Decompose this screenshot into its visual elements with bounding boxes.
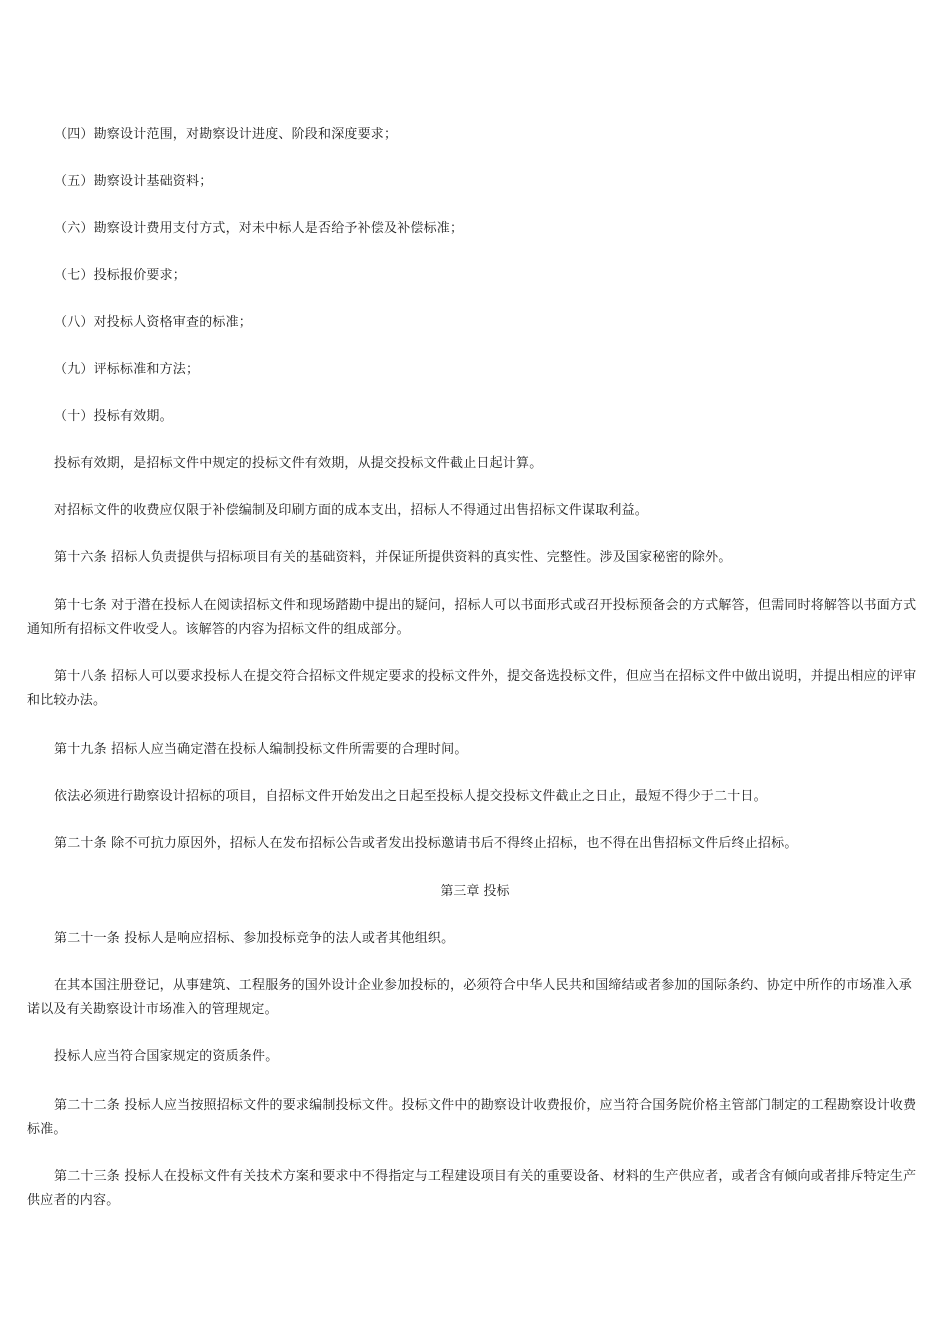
paragraph-foreign-enterprises: 在其本国注册登记，从事建筑、工程服务的国外设计企业参加投标的，必须符合中华人民共和国缔结或者参加的国际条约、协定中所作的市场准入承诺以及有关勘察设计市场准入的管理规定。 — [27, 978, 913, 1017]
list-item-8: （八）对投标人资格审查的标准； — [54, 315, 253, 330]
article-20: 第二十条 除不可抗力原因外，招标人在发布招标公告或者发出投标邀请书后不得终止招标，也不得在出售招标文件后终止招标。 — [54, 836, 798, 851]
paragraph-fee-limit: 对招标文件的收费应仅限于补偿编制及印刷方面的成本支出，招标人不得通过出售招标文件谋取利益。 — [54, 503, 649, 518]
paragraph-qualification: 投标人应当符合国家规定的资质条件。 — [54, 1049, 279, 1064]
list-item-10: （十）投标有效期。 — [54, 409, 173, 424]
article-16: 第十六条 招标人负责提供与招标项目有关的基础资料，并保证所提供资料的真实性、完整性。涉及国家秘密的除外。 — [54, 550, 732, 565]
article-18: 第十八条 招标人可以要求投标人在提交符合招标文件规定要求的投标文件外，提交备选投标文件，但应当在招标文件中做出说明，并提出相应的评审和比较办法。 — [27, 669, 917, 708]
list-item-5: （五）勘察设计基础资料； — [54, 174, 213, 189]
chapter-heading: 第三章 投标 — [440, 884, 510, 899]
article-17: 第十七条 对于潜在投标人在阅读招标文件和现场踏勘中提出的疑问，招标人可以书面形式或召开投标预备会的方式解答，但需同时将解答以书面方式通知所有招标文件收受人。该解答的内容为招标文件的组成部分。 — [27, 598, 917, 637]
list-item-4: （四）勘察设计范围，对勘察设计进度、阶段和深度要求； — [54, 127, 398, 142]
article-22: 第二十二条 投标人应当按照招标文件的要求编制投标文件。投标文件中的勘察设计收费报价，应当符合国务院价格主管部门制定的工程勘察设计收费标准。 — [27, 1098, 917, 1137]
list-item-6: （六）勘察设计费用支付方式，对未中标人是否给予补偿及补偿标准； — [54, 221, 464, 236]
article-19: 第十九条 招标人应当确定潜在投标人编制投标文件所需要的合理时间。 — [54, 742, 468, 757]
paragraph-validity-period: 投标有效期，是招标文件中规定的投标文件有效期，从提交投标文件截止日起计算。 — [54, 456, 543, 471]
article-23: 第二十三条 投标人在投标文件有关技术方案和要求中不得指定与工程建设项目有关的重要设备、材料的生产供应者，或者含有倾向或者排斥特定生产供应者的内容。 — [27, 1169, 917, 1208]
paragraph-minimum-period: 依法必须进行勘察设计招标的项目，自招标文件开始发出之日起至投标人提交投标文件截止之日止，最短不得少于二十日。 — [54, 789, 767, 804]
list-item-7: （七）投标报价要求； — [54, 268, 187, 283]
article-21: 第二十一条 投标人是响应招标、参加投标竞争的法人或者其他组织。 — [54, 931, 455, 946]
list-item-9: （九）评标标准和方法； — [54, 362, 200, 377]
